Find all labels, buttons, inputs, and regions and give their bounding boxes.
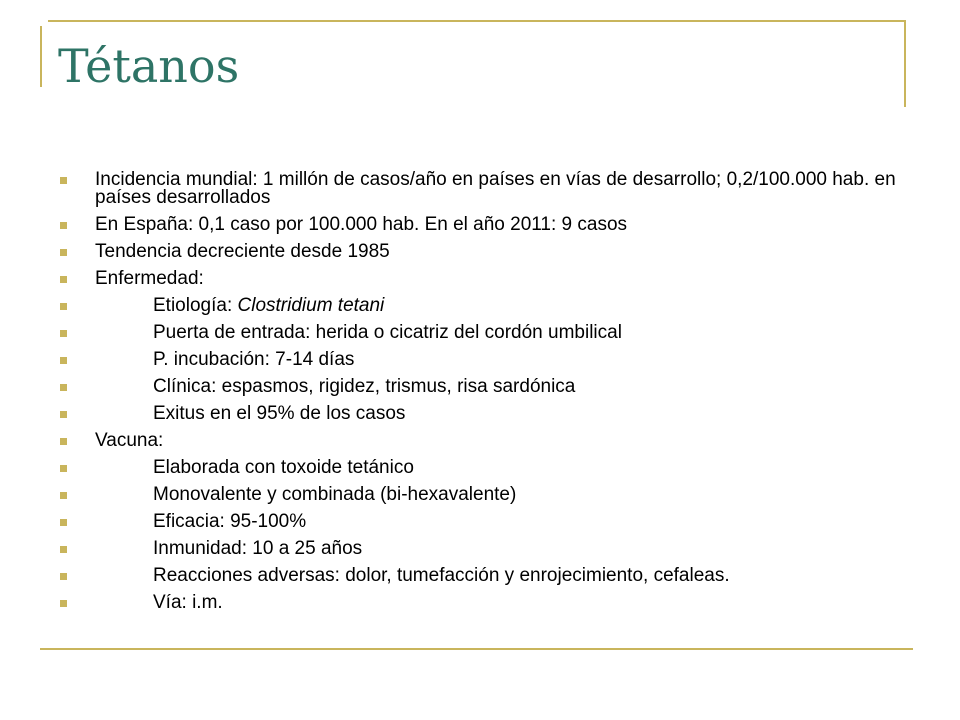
bullet-item (60, 351, 910, 369)
frame-line-left (40, 26, 42, 87)
bullet-text: Puerta de entrada: herida o cicatriz del cordón umbilical (153, 322, 622, 343)
frame-line-top (48, 20, 905, 22)
bullet-square-icon (60, 276, 67, 283)
bullet-item (60, 567, 910, 585)
bullet-square-icon (60, 600, 67, 607)
bullet-text: Enfermedad: (95, 268, 204, 289)
bullet-item (60, 513, 910, 531)
bullet-square-icon (60, 546, 67, 553)
bullet-square-icon (60, 411, 67, 418)
bullet-square-icon (60, 465, 67, 472)
bullet-square-icon (60, 519, 67, 526)
frame-line-right (904, 20, 906, 107)
bullet-item (60, 297, 910, 315)
bullet-square-icon (60, 357, 67, 364)
bullet-item (60, 324, 910, 342)
bullet-item (60, 459, 910, 477)
bullet-text: Incidencia mundial: 1 millón de casos/año en países en vías de desarrollo; 0,2/100.000 hab. en países desarrollados (95, 169, 896, 208)
bullet-text: Reacciones adversas: dolor, tumefacción y enrojecimiento, cefaleas. (153, 565, 730, 586)
bullet-text: Etiología: Clostridium tetani (153, 295, 385, 316)
bullet-text: Clínica: espasmos, rigidez, trismus, risa sardónica (153, 376, 576, 397)
bullet-italic-text: Clostridium tetani (237, 295, 385, 316)
bullet-square-icon (60, 303, 67, 310)
bullet-item (60, 171, 910, 207)
bullet-text: Vía: i.m. (153, 592, 223, 613)
bullet-item (60, 486, 910, 504)
bullet-text: Monovalente y combinada (bi-hexavalente) (153, 484, 517, 505)
bullet-text: P. incubación: 7-14 días (153, 349, 355, 370)
bullet-item (60, 432, 910, 450)
bullet-item (60, 405, 910, 423)
bullet-item (60, 243, 910, 261)
bullet-item (60, 540, 910, 558)
bullet-text: En España: 0,1 caso por 100.000 hab. En el año 2011: 9 casos (95, 214, 628, 235)
bullet-square-icon (60, 384, 67, 391)
bullet-square-icon (60, 438, 67, 445)
bullet-item (60, 378, 910, 396)
frame-line-bottom (40, 648, 913, 650)
bullet-square-icon (60, 330, 67, 337)
bullet-list (60, 171, 910, 621)
bullet-text: Tendencia decreciente desde 1985 (95, 241, 390, 262)
bullet-text: Elaborada con toxoide tetánico (153, 457, 414, 478)
bullet-item (60, 594, 910, 612)
bullet-square-icon (60, 573, 67, 580)
bullet-text: Eficacia: 95-100% (153, 511, 307, 532)
bullet-text: Vacuna: (95, 430, 164, 451)
bullet-square-icon (60, 177, 67, 184)
bullet-square-icon (60, 492, 67, 499)
bullet-text: Exitus en el 95% de los casos (153, 403, 406, 424)
slide-title: Tétanos (58, 39, 240, 93)
bullet-item (60, 216, 910, 234)
bullet-item (60, 270, 910, 288)
bullet-square-icon (60, 222, 67, 229)
bullet-square-icon (60, 249, 67, 256)
bullet-text: Inmunidad: 10 a 25 años (153, 538, 363, 559)
